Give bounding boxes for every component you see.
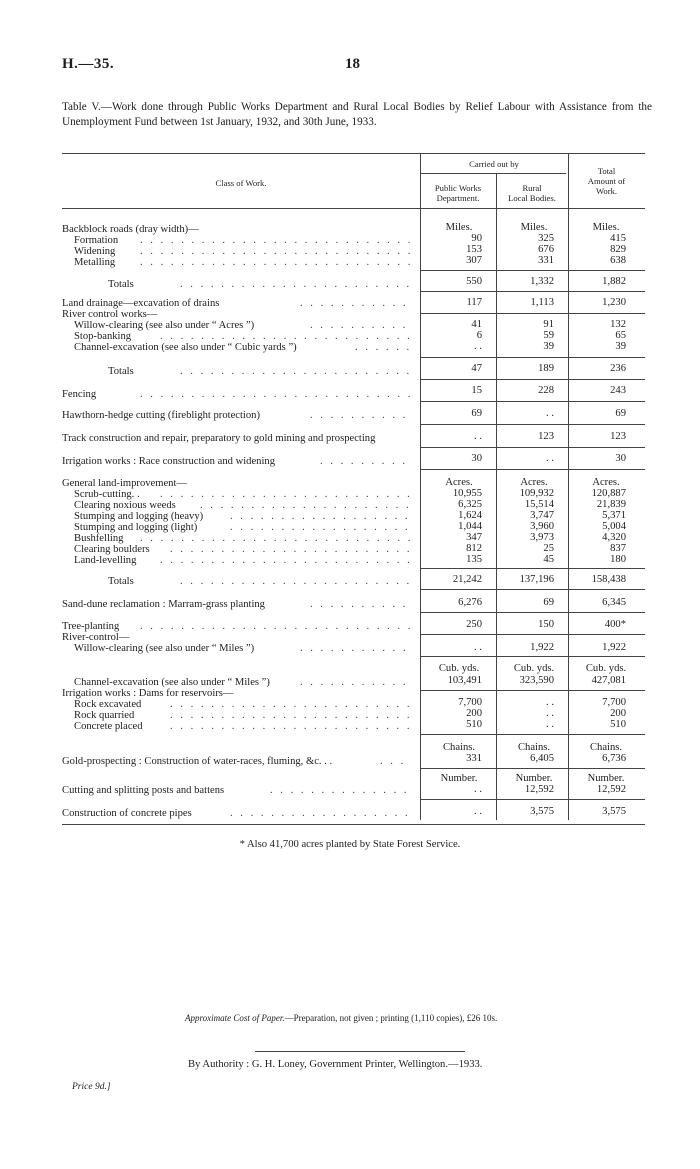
row-label: Clearing boulders [74,544,150,555]
value-rural: . . [546,408,554,419]
row-label: Bushfelling [74,533,124,544]
unit-label: Cub. yds. [513,663,555,674]
unit-label: Chains. [517,742,551,753]
leader-dots: . . . . . . . . . . . . . . . . . . . . . . . . [170,721,412,732]
group-rule [420,401,645,402]
value-total: 65 [615,330,626,341]
rural-heading-line1: Rural [522,183,542,193]
value-rural: 69 [543,597,554,608]
row-label: Stop-banking [74,331,132,342]
value-rural: . . [546,719,554,730]
value-rural: 91 [543,319,554,330]
value-rural: 6,405 [530,753,554,764]
group-rule [420,734,645,735]
leader-dots: . . . . . . . . . . . . . . . . . . . . . . . [180,366,412,377]
group-rule [420,469,645,470]
group-rule [420,447,645,448]
value-public-works: 6,325 [458,499,482,510]
value-total: 180 [610,554,626,565]
value-public-works: 117 [466,297,482,308]
row-label: Land drainage—excavation of drains [62,298,220,309]
value-rural: . . [546,697,554,708]
value-total: 30 [615,453,626,464]
value-rural: 331 [538,255,554,266]
value-public-works: 550 [466,276,482,287]
value-public-works: 307 [466,255,482,266]
row-label: Fencing [62,389,97,400]
value-public-works: 90 [471,233,482,244]
row-label: General land-improvement— [62,478,188,489]
printer-authority: By Authority : G. H. Loney, Government Printer, Wellington.—1933. [188,1059,483,1070]
leader-dots: . . . . . . . . . . . . . . . . . . . . . . . [180,279,412,290]
value-total: 1,922 [602,642,626,653]
leader-dots: . . . . . . . . . . . . . . . . . . . . . . . . [170,544,412,555]
value-public-works: 41 [471,319,482,330]
row-label: Hawthorn-hedge cutting (fireblight protection) [62,410,260,421]
value-public-works: 6 [476,330,482,341]
value-rural: 25 [543,543,554,554]
row-label: Cutting and splitting posts and battens [62,785,225,796]
value-total: 5,371 [602,510,626,521]
row-label: River-control— [62,632,130,643]
value-rural: 45 [543,554,554,565]
leader-dots: . . . . . . . . . . . . . . . . . . . . . . . . . . . [140,621,413,632]
unit-label: Acres. [445,477,473,488]
value-total: 200 [610,708,626,719]
row-label: Rock quarried [74,710,135,721]
row-label: Irrigation works : Dams for reservoirs— [62,688,234,699]
row-label: Land-levelling [74,555,137,566]
leader-dots: . . . [380,756,406,767]
group-rule [420,799,645,800]
leader-dots: . . . . . . . . . . . . . . [270,785,410,796]
group-rule [420,634,645,635]
value-public-works: 15 [471,385,482,396]
row-label: River control works— [62,309,158,320]
leader-dots: . . . . . . . . . . [310,599,408,610]
rural-heading-line2: Local Bodies. [508,193,556,203]
value-rural: 3,747 [530,510,554,521]
value-total: 510 [610,719,626,730]
value-public-works: 30 [471,453,482,464]
value-total: 236 [610,363,626,374]
leader-dots: . . . . . . . . . . . . . . . . . . [230,522,411,533]
value-rural: 123 [538,431,554,442]
leader-dots: . . . . . . . . . . . . . . . . . . . . . . . [180,576,412,587]
leader-dots: . . . . . . . . . . . [300,677,409,688]
row-label-totals: Totals [108,576,134,587]
row-label: Sand-dune reclamation : Marram-grass planting [62,599,265,610]
row-label: Channel-excavation (see also under “ Cubic yards ”) [74,342,297,353]
group-rule [420,690,645,691]
value-rural: . . [546,708,554,719]
value-rural: . . [546,453,554,464]
subtotal-rule [420,270,645,271]
unit-label: Acres. [520,477,548,488]
value-total: 243 [610,385,626,396]
carried-out-rule [420,173,566,174]
row-label-totals: Totals [108,279,134,290]
value-total: 1,230 [602,297,626,308]
value-public-works: . . [474,642,482,653]
group-rule [420,656,645,657]
value-public-works: 153 [466,244,482,255]
subtotal-rule [420,568,645,569]
row-label: Stumping and logging (heavy) [74,511,204,522]
row-label: Widening [74,246,116,257]
value-public-works: . . [474,341,482,352]
value-total: 158,438 [591,574,626,585]
approximate-cost [185,1013,497,1023]
value-total: 837 [610,543,626,554]
value-public-works: 21,242 [452,574,482,585]
value-rural: 1,332 [530,276,554,287]
column-rule-3 [568,153,569,820]
leader-dots: . . . . . . . . . . . [300,298,409,309]
row-label-totals: Totals [108,366,134,377]
public-works-heading [420,183,496,203]
group-rule [420,768,645,769]
unit-label: Chains. [589,742,623,753]
value-rural: 109,932 [519,488,554,499]
value-total: 5,004 [602,521,626,532]
table-bottom-rule [62,824,645,825]
public-works-heading-line2: Department. [436,193,480,203]
row-label: Tree-planting [62,621,120,632]
unit-label: Cub. yds. [585,663,627,674]
subtotal-rule [420,291,645,292]
value-rural: 59 [543,330,554,341]
group-rule [420,424,645,425]
approximate-cost-text: —Preparation, not given ; printing (1,110 copies), £26 10s. [284,1013,498,1023]
value-total: 120,887 [591,488,626,499]
value-total: 638 [610,255,626,266]
value-rural: 12,592 [524,784,554,795]
row-label: Metalling [74,257,116,268]
leader-dots: . . . . . . . . . [320,456,408,467]
value-public-works: . . [474,431,482,442]
row-label: Formation [74,235,119,246]
leader-dots: . . . . . . . . . . . . . . . . . . [230,808,411,819]
leader-dots: . . . . . . . . . . . . . . . . . . . . . . . . . . . [140,235,413,246]
value-public-works: 1,624 [458,510,482,521]
leader-dots: . . . . . . . . . . . . . . . . . . . . . . . . . [160,555,413,566]
value-public-works: 347 [466,532,482,543]
header-bottom-rule [62,208,645,209]
row-label: Concrete placed [74,721,143,732]
unit-label: Chains. [442,742,476,753]
leader-dots: . . . . . . [355,342,412,353]
value-total: 12,592 [596,784,626,795]
group-rule [420,313,645,314]
row-label: Clearing noxious weeds [74,500,176,511]
row-label: Scrub-cutting. . [74,489,140,500]
table-top-rule [62,153,645,154]
subtotal-rule [420,357,645,358]
class-of-work-heading: Class of Work. [215,178,267,188]
value-public-works: 812 [466,543,482,554]
unit-label: Miles. [445,222,473,233]
value-public-works: 47 [471,363,482,374]
value-rural: 150 [538,619,554,630]
public-works-heading-line1: Public Works [434,183,482,193]
value-rural: 15,514 [524,499,554,510]
leader-dots: . . . . . . . . . . . . . . . . . . . . . . . . . . . [140,246,413,257]
value-total: 4,320 [602,532,626,543]
row-label: Track construction and repair, preparatory to gold mining and prospecting [62,433,376,444]
value-total: 6,736 [602,753,626,764]
value-rural: 189 [538,363,554,374]
leader-dots: . . . . . . . . . . . . . . . . . . . . . . . . [170,699,412,710]
leader-dots: . . . . . . . . . . . . . . . . . . . . . [200,500,412,511]
value-rural: 3,973 [530,532,554,543]
subtotal-rule [420,589,645,590]
unit-label: Acres. [592,477,620,488]
value-rural: 1,113 [530,297,554,308]
carried-out-by-heading: Carried out by [469,159,519,169]
row-label: Willow-clearing (see also under “ Miles ”) [74,643,255,654]
value-total: 69 [615,408,626,419]
row-label: Willow-clearing (see also under “ Acres ”) [74,320,255,331]
report-reference: H.—35. [62,56,115,72]
value-rural: 323,590 [519,675,554,686]
value-public-works: . . [474,806,482,817]
row-label: Irrigation works : Race construction and widening [62,456,275,467]
page-number: 18 [345,56,360,72]
row-label: Rock excavated [74,699,142,710]
value-public-works: 331 [466,753,482,764]
unit-label: Miles. [520,222,548,233]
value-total: 427,081 [591,675,626,686]
value-public-works: 1,044 [458,521,482,532]
value-rural: 1,922 [530,642,554,653]
table-caption: Table V.—Work done through Public Works Department and Rural Local Bodies by Relief Labour with Assistance from the Unemployment Fund between 1st January, 1932, and 30th June, 1933. [62,101,652,128]
value-total: 1,882 [602,276,626,287]
value-rural: 325 [538,233,554,244]
leader-dots: . . . . . . . . . . [310,320,408,331]
value-public-works: 10,955 [452,488,482,499]
row-label: Backblock roads (dray width)— [62,224,199,235]
value-public-works: 69 [471,408,482,419]
leader-dots: . . . . . . . . . . . [300,643,409,654]
unit-label: Number. [515,773,553,784]
value-total: 132 [610,319,626,330]
rural-heading [496,183,568,203]
leader-dots: . . . . . . . . . . . . . . . . . . [230,511,411,522]
value-public-works: 135 [466,554,482,565]
group-rule [420,612,645,613]
value-public-works: 6,276 [458,597,482,608]
approximate-cost-label: Approximate Cost of Paper. [185,1013,285,1023]
value-total: 829 [610,244,626,255]
subtotal-rule [420,379,645,380]
unit-label: Number. [587,773,625,784]
value-total: 415 [610,233,626,244]
value-total: 123 [610,431,626,442]
value-rural: 137,196 [519,574,554,585]
leader-dots: . . . . . . . . . . . . . . . . . . . . . . . . . . . [140,533,413,544]
value-rural: 676 [538,244,554,255]
leader-dots: . . . . . . . . . . . . . . . . . . . . . . . . [170,710,412,721]
value-total: 39 [615,341,626,352]
value-public-works: 510 [466,719,482,730]
unit-label: Cub. yds. [438,663,480,674]
value-public-works: 250 [466,619,482,630]
value-total: 400* [604,619,626,630]
value-rural: 3,575 [530,806,554,817]
row-label: Stumping and logging (light) [74,522,198,533]
row-label: Channel-excavation (see also under “ Miles ”) [74,677,270,688]
price: Price 9d.] [72,1082,111,1092]
value-total: 6,345 [602,597,626,608]
value-rural: 3,960 [530,521,554,532]
row-label: Gold-prospecting : Construction of water-races, fluming, &c. . . [62,756,333,767]
footnote: * Also 41,700 acres planted by State Forest Service. [239,839,461,850]
authority-rule [255,1051,465,1052]
total-heading [568,166,645,196]
row-label: Construction of concrete pipes [62,808,192,819]
value-rural: 39 [543,341,554,352]
value-public-works: 103,491 [447,675,482,686]
value-public-works: 200 [466,708,482,719]
total-heading-line3: Work. [595,186,618,196]
total-heading-line1: Total [597,166,616,176]
value-public-works: 7,700 [458,697,482,708]
value-public-works: . . [474,784,482,795]
unit-label: Miles. [592,222,620,233]
value-total: 7,700 [602,697,626,708]
unit-label: Number. [440,773,478,784]
leader-dots: . . . . . . . . . . . . . . . . . . . . . . . . . . . [140,257,413,268]
leader-dots: . . . . . . . . . . . . . . . . . . . . . . . . . [160,489,413,500]
total-heading-line2: Amount of [587,176,626,186]
leader-dots: . . . . . . . . . . [310,410,408,421]
value-total: 21,839 [596,499,626,510]
value-rural: 228 [538,385,554,396]
value-total: 3,575 [602,806,626,817]
leader-dots: . . . . . . . . . . . . . . . . . . . . . . . . . [160,331,413,342]
leader-dots: . . . . . . . . . . . . . . . . . . . . . . . . . . . [140,389,413,400]
